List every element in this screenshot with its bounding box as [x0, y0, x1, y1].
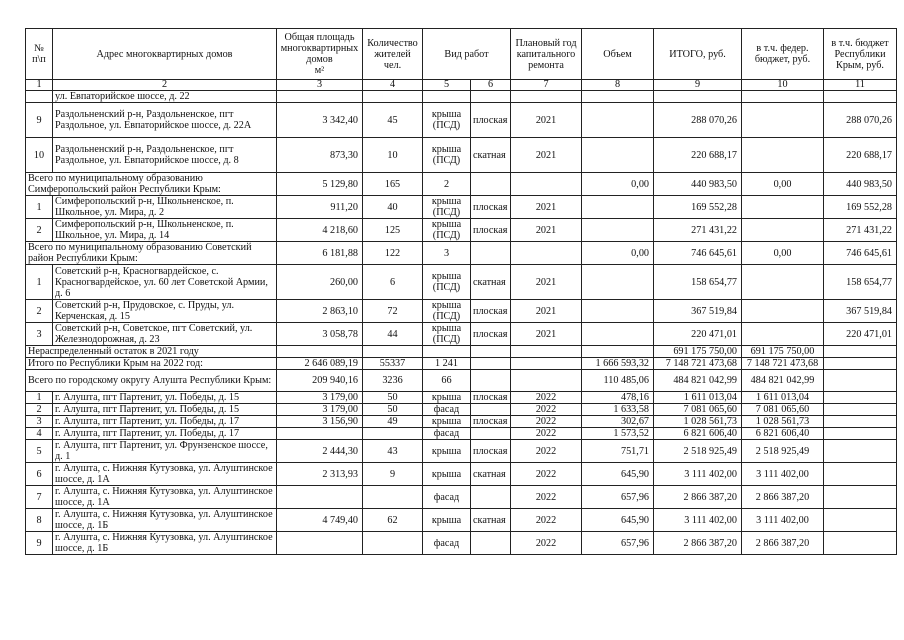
roof-type-cell: скатная	[471, 509, 511, 532]
table-body	[26, 91, 897, 555]
address-cell: г. Алушта, с. Нижняя Кутузовка, ул. Алуштинское шоссе, д. 1Б	[53, 532, 277, 555]
roof-type-cell	[471, 486, 511, 509]
roof-type-cell: плоская	[471, 440, 511, 463]
year-cell: 2021	[511, 196, 582, 219]
year-cell	[511, 370, 582, 392]
address-cell: г. Алушта, пгт Партенит, ул. Победы, д. 17	[53, 428, 277, 440]
rk-budget-cell: 169 552,28	[824, 196, 897, 219]
total-cell: 169 552,28	[654, 196, 742, 219]
col-index: 1	[26, 80, 53, 91]
year-cell: 2022	[511, 392, 582, 404]
people-cell: 50	[363, 392, 423, 404]
work-type-cell: крыша	[423, 392, 471, 404]
area-cell: 260,00	[277, 265, 363, 300]
total-cell: 2 518 925,49	[654, 440, 742, 463]
volume-cell	[582, 300, 654, 323]
address-cell: г. Алушта, пгт Партенит, ул. Победы, д. 15	[53, 392, 277, 404]
people-cell: 165	[363, 173, 423, 196]
table-row	[26, 196, 897, 219]
volume-cell: 0,00	[582, 242, 654, 265]
people-cell: 6	[363, 265, 423, 300]
year-cell: 2021	[511, 103, 582, 138]
row-number: 3	[26, 323, 53, 346]
roof-type-cell: плоская	[471, 103, 511, 138]
total-cell: 1 611 013,04	[654, 392, 742, 404]
federal-cell: 2 866 387,20	[742, 486, 824, 509]
rk-budget-cell	[824, 416, 897, 428]
col-area-header	[277, 29, 363, 80]
people-cell: 55337	[363, 358, 423, 370]
volume-cell: 657,96	[582, 486, 654, 509]
total-cell: 2 866 387,20	[654, 486, 742, 509]
year-cell: 2022	[511, 463, 582, 486]
summary-row	[26, 370, 897, 392]
row-number: 2	[26, 300, 53, 323]
table-row	[26, 300, 897, 323]
col-rk-budget-header: в т.ч. бюджет Республики Крым, руб.	[824, 29, 897, 80]
address-cell: г. Алушта, с. Нижняя Кутузовка, ул. Алуштинское шоссе, д. 1Б	[53, 509, 277, 532]
people-cell	[363, 346, 423, 358]
federal-cell: 691 175 750,00	[742, 346, 824, 358]
year-cell: 2022	[511, 532, 582, 555]
rk-budget-cell	[824, 404, 897, 416]
people-cell: 45	[363, 103, 423, 138]
area-cell: 3 179,00	[277, 392, 363, 404]
work-type-cell: крыша (ПСД)	[423, 300, 471, 323]
area-cell	[277, 428, 363, 440]
address-cell: г. Алушта, пгт Партенит, ул. Фрунзенское шоссе, д. 1	[53, 440, 277, 463]
total-cell: 288 070,26	[654, 103, 742, 138]
people-cell	[363, 91, 423, 103]
total-cell: 220 688,17	[654, 138, 742, 173]
federal-cell: 3 111 402,00	[742, 463, 824, 486]
total-cell: 3 111 402,00	[654, 463, 742, 486]
area-cell	[277, 346, 363, 358]
col-year-header: Плановый год капитального ремонта	[511, 29, 582, 80]
federal-cell: 2 866 387,20	[742, 532, 824, 555]
people-label: Количество жителей	[367, 37, 418, 60]
total-cell: 3 111 402,00	[654, 509, 742, 532]
federal-cell: 7 081 065,60	[742, 404, 824, 416]
table-header-row	[26, 29, 897, 80]
roof-type-cell	[471, 428, 511, 440]
volume-cell: 110 485,06	[582, 370, 654, 392]
federal-cell: 7 148 721 473,68	[742, 358, 824, 370]
total-cell: 271 431,22	[654, 219, 742, 242]
total-cell: 746 645,61	[654, 242, 742, 265]
federal-cell	[742, 300, 824, 323]
roof-type-cell	[471, 532, 511, 555]
row-number: 3	[26, 416, 53, 428]
volume-cell	[582, 138, 654, 173]
row-number: 4	[26, 428, 53, 440]
col-index: 10	[742, 80, 824, 91]
col-index: 6	[471, 80, 511, 91]
work-type-cell: фасад	[423, 532, 471, 555]
people-cell: 10	[363, 138, 423, 173]
work-type-cell: фасад	[423, 428, 471, 440]
year-cell: 2022	[511, 404, 582, 416]
work-type-cell: крыша	[423, 440, 471, 463]
rk-budget-cell	[824, 463, 897, 486]
work-type-cell: крыша (ПСД)	[423, 196, 471, 219]
address-cell: ул. Евпаторийское шоссе, д. 22	[53, 91, 277, 103]
area-cell: 4 218,60	[277, 219, 363, 242]
area-cell: 5 129,80	[277, 173, 363, 196]
volume-cell	[582, 346, 654, 358]
volume-cell	[582, 196, 654, 219]
total-cell: 367 519,84	[654, 300, 742, 323]
summary-row	[26, 173, 897, 196]
people-cell: 49	[363, 416, 423, 428]
work-type-cell: крыша (ПСД)	[423, 323, 471, 346]
roof-type-cell: скатная	[471, 138, 511, 173]
area-cell: 3 342,40	[277, 103, 363, 138]
federal-cell	[742, 103, 824, 138]
federal-cell: 3 111 402,00	[742, 509, 824, 532]
area-cell: 873,30	[277, 138, 363, 173]
federal-cell	[742, 196, 824, 219]
year-cell: 2021	[511, 323, 582, 346]
work-type-cell: крыша (ПСД)	[423, 103, 471, 138]
table-row	[26, 440, 897, 463]
table-row	[26, 404, 897, 416]
volume-cell: 1 573,52	[582, 428, 654, 440]
rk-budget-cell: 158 654,77	[824, 265, 897, 300]
total-cell: 1 028 561,73	[654, 416, 742, 428]
address-cell: г. Алушта, с. Нижняя Кутузовка, ул. Алуштинское шоссе, д. 1А	[53, 486, 277, 509]
year-cell	[511, 173, 582, 196]
total-cell: 484 821 042,99	[654, 370, 742, 392]
summary-row	[26, 346, 897, 358]
roof-type-cell	[471, 346, 511, 358]
rk-budget-cell	[824, 532, 897, 555]
summary-label: Всего по муниципальному образованию Симферопольский район Республики Крым:	[26, 173, 277, 196]
table-row	[26, 428, 897, 440]
total-cell: 7 081 065,60	[654, 404, 742, 416]
row-number: 10	[26, 138, 53, 173]
people-cell: 9	[363, 463, 423, 486]
people-unit: чел.	[383, 59, 402, 71]
roof-type-cell	[471, 91, 511, 103]
rk-budget-cell	[824, 392, 897, 404]
year-cell	[511, 346, 582, 358]
volume-cell: 478,16	[582, 392, 654, 404]
rk-budget-cell	[824, 358, 897, 370]
summary-label: Нераспределенный остаток в 2021 году	[26, 346, 277, 358]
people-cell: 43	[363, 440, 423, 463]
area-cell	[277, 532, 363, 555]
col-index: 7	[511, 80, 582, 91]
volume-cell	[582, 323, 654, 346]
year-cell: 2022	[511, 440, 582, 463]
area-cell: 3 058,78	[277, 323, 363, 346]
table-row	[26, 486, 897, 509]
rk-budget-cell: 220 471,01	[824, 323, 897, 346]
roof-type-cell: плоская	[471, 392, 511, 404]
col-address-header: Адрес многоквартирных домов	[53, 29, 277, 80]
table-row	[26, 265, 897, 300]
federal-cell: 2 518 925,49	[742, 440, 824, 463]
area-cell: 2 646 089,19	[277, 358, 363, 370]
row-number: 7	[26, 486, 53, 509]
federal-cell	[742, 219, 824, 242]
address-cell: г. Алушта, пгт Партенит, ул. Победы, д. 15	[53, 404, 277, 416]
col-index: 8	[582, 80, 654, 91]
volume-cell	[582, 265, 654, 300]
total-cell: 158 654,77	[654, 265, 742, 300]
year-cell: 2022	[511, 486, 582, 509]
rk-budget-cell: 746 645,61	[824, 242, 897, 265]
area-cell	[277, 486, 363, 509]
work-type-cell: крыша (ПСД)	[423, 265, 471, 300]
table-row	[26, 219, 897, 242]
year-cell	[511, 91, 582, 103]
people-cell	[363, 428, 423, 440]
row-number	[26, 91, 53, 103]
row-number: 5	[26, 440, 53, 463]
area-cell: 3 156,90	[277, 416, 363, 428]
area-cell: 6 181,88	[277, 242, 363, 265]
volume-cell: 0,00	[582, 173, 654, 196]
address-cell: г. Алушта, пгт Партенит, ул. Победы, д. 17	[53, 416, 277, 428]
year-cell: 2021	[511, 300, 582, 323]
area-cell: 3 179,00	[277, 404, 363, 416]
summary-label: Всего по городскому округу Алушта Республики Крым:	[26, 370, 277, 392]
col-people-header	[363, 29, 423, 80]
area-cell: 911,20	[277, 196, 363, 219]
people-cell: 122	[363, 242, 423, 265]
work-type-cell: фасад	[423, 404, 471, 416]
roof-type-cell	[471, 370, 511, 392]
volume-cell	[582, 103, 654, 138]
federal-cell: 0,00	[742, 242, 824, 265]
work-type-cell: 1 241	[423, 358, 471, 370]
area-cell: 209 940,16	[277, 370, 363, 392]
federal-cell: 6 821 606,40	[742, 428, 824, 440]
roof-type-cell	[471, 242, 511, 265]
year-cell: 2022	[511, 416, 582, 428]
work-type-cell: крыша	[423, 509, 471, 532]
col-federal-header: в т.ч. федер. бюджет, руб.	[742, 29, 824, 80]
col-volume-header: Объем	[582, 29, 654, 80]
roof-type-cell	[471, 358, 511, 370]
year-cell: 2022	[511, 428, 582, 440]
row-number: 2	[26, 219, 53, 242]
summary-row	[26, 358, 897, 370]
people-cell: 44	[363, 323, 423, 346]
rk-budget-cell	[824, 91, 897, 103]
rk-budget-cell	[824, 509, 897, 532]
area-cell: 2 863,10	[277, 300, 363, 323]
col-total-header: ИТОГО, руб.	[654, 29, 742, 80]
year-cell: 2021	[511, 219, 582, 242]
row-number: 6	[26, 463, 53, 486]
address-cell: Советский р-н, Прудовское, с. Пруды, ул. Керченская, д. 15	[53, 300, 277, 323]
federal-cell: 484 821 042,99	[742, 370, 824, 392]
volume-cell: 645,90	[582, 463, 654, 486]
rk-budget-cell	[824, 440, 897, 463]
rk-budget-cell	[824, 370, 897, 392]
row-number: 9	[26, 103, 53, 138]
work-type-cell: 3	[423, 242, 471, 265]
work-type-cell	[423, 346, 471, 358]
roof-type-cell: скатная	[471, 463, 511, 486]
rk-budget-cell	[824, 346, 897, 358]
table-row	[26, 323, 897, 346]
area-cell	[277, 91, 363, 103]
volume-cell: 1 666 593,32	[582, 358, 654, 370]
table-row	[26, 91, 897, 103]
area-label: Общая площадь многоквартирных домов	[280, 32, 359, 65]
row-number: 2	[26, 404, 53, 416]
work-type-cell: крыша (ПСД)	[423, 219, 471, 242]
row-number: 1	[26, 196, 53, 219]
address-cell: Советский р-н, Красногвардейское, с. Красногвардейское, ул. 60 лет Советской Армии, д. 6	[53, 265, 277, 300]
area-cell: 2 313,93	[277, 463, 363, 486]
row-number: 1	[26, 392, 53, 404]
address-cell: Раздольненский р-н, Раздольненское, пгт Раздольное, ул. Евпаторийское шоссе, д. 22А	[53, 103, 277, 138]
federal-cell: 0,00	[742, 173, 824, 196]
col-index: 2	[53, 80, 277, 91]
table-row	[26, 416, 897, 428]
people-cell: 40	[363, 196, 423, 219]
roof-type-cell: плоская	[471, 219, 511, 242]
work-type-cell: крыша	[423, 463, 471, 486]
people-cell	[363, 486, 423, 509]
people-cell: 72	[363, 300, 423, 323]
work-type-cell: фасад	[423, 486, 471, 509]
roof-type-cell: плоская	[471, 323, 511, 346]
col-index: 9	[654, 80, 742, 91]
col-index: 3	[277, 80, 363, 91]
total-cell: 691 175 750,00	[654, 346, 742, 358]
rk-budget-cell: 367 519,84	[824, 300, 897, 323]
people-cell: 3236	[363, 370, 423, 392]
summary-label: Итого по Республики Крым на 2022 год:	[26, 358, 277, 370]
total-cell: 2 866 387,20	[654, 532, 742, 555]
col-index: 11	[824, 80, 897, 91]
col-work-header: Вид работ	[423, 29, 511, 80]
work-type-cell: крыша (ПСД)	[423, 138, 471, 173]
people-cell	[363, 532, 423, 555]
work-type-cell	[423, 91, 471, 103]
people-cell: 125	[363, 219, 423, 242]
table-row	[26, 103, 897, 138]
address-cell: Раздольненский р-н, Раздольненское, пгт Раздольное, ул. Евпаторийское шоссе, д. 8	[53, 138, 277, 173]
col-index: 4	[363, 80, 423, 91]
rk-budget-cell: 271 431,22	[824, 219, 897, 242]
rk-budget-cell	[824, 486, 897, 509]
volume-cell: 657,96	[582, 532, 654, 555]
federal-cell: 1 611 013,04	[742, 392, 824, 404]
address-cell: Симферопольский р-н, Школьненское, п. Школьное, ул. Мира, д. 14	[53, 219, 277, 242]
roof-type-cell: плоская	[471, 416, 511, 428]
row-number: 9	[26, 532, 53, 555]
rk-budget-cell: 220 688,17	[824, 138, 897, 173]
year-cell: 2022	[511, 509, 582, 532]
area-cell: 2 444,30	[277, 440, 363, 463]
table-row	[26, 509, 897, 532]
volume-cell: 645,90	[582, 509, 654, 532]
total-cell: 220 471,01	[654, 323, 742, 346]
work-type-cell: 66	[423, 370, 471, 392]
table-row	[26, 392, 897, 404]
summary-row	[26, 242, 897, 265]
work-type-cell: 2	[423, 173, 471, 196]
year-cell	[511, 242, 582, 265]
year-cell: 2021	[511, 138, 582, 173]
total-cell: 6 821 606,40	[654, 428, 742, 440]
total-cell: 7 148 721 473,68	[654, 358, 742, 370]
area-cell: 4 749,40	[277, 509, 363, 532]
roof-type-cell	[471, 173, 511, 196]
federal-cell	[742, 265, 824, 300]
total-cell: 440 983,50	[654, 173, 742, 196]
year-cell	[511, 358, 582, 370]
volume-cell: 1 633,58	[582, 404, 654, 416]
volume-cell: 751,71	[582, 440, 654, 463]
volume-cell	[582, 219, 654, 242]
rk-budget-cell: 440 983,50	[824, 173, 897, 196]
address-cell: Советский р-н, Советское, пгт Советский, ул. Железнодорожная, д. 23	[53, 323, 277, 346]
people-cell: 62	[363, 509, 423, 532]
work-type-cell: крыша	[423, 416, 471, 428]
column-number-row	[26, 80, 897, 91]
row-number: 8	[26, 509, 53, 532]
address-cell: Симферопольский р-н, Школьненское, п. Школьное, ул. Мира, д. 2	[53, 196, 277, 219]
total-cell	[654, 91, 742, 103]
year-cell: 2021	[511, 265, 582, 300]
federal-cell: 1 028 561,73	[742, 416, 824, 428]
row-number: 1	[26, 265, 53, 300]
col-index: 5	[423, 80, 471, 91]
rk-budget-cell: 288 070,26	[824, 103, 897, 138]
volume-cell: 302,67	[582, 416, 654, 428]
area-unit: м²	[314, 65, 325, 76]
people-cell: 50	[363, 404, 423, 416]
address-cell: г. Алушта, с. Нижняя Кутузовка, ул. Алуштинское шоссе, д. 1А	[53, 463, 277, 486]
table-row	[26, 532, 897, 555]
federal-cell	[742, 323, 824, 346]
federal-cell	[742, 138, 824, 173]
summary-label: Всего по муниципальному образованию Советский район Республики Крым:	[26, 242, 277, 265]
roof-type-cell: плоская	[471, 196, 511, 219]
table-row	[26, 463, 897, 486]
roof-type-cell: скатная	[471, 265, 511, 300]
col-number-header: № п\п	[26, 29, 53, 80]
roof-type-cell: плоская	[471, 300, 511, 323]
volume-cell	[582, 91, 654, 103]
repair-register-table	[25, 28, 897, 555]
table-row	[26, 138, 897, 173]
federal-cell	[742, 91, 824, 103]
rk-budget-cell	[824, 428, 897, 440]
roof-type-cell	[471, 404, 511, 416]
